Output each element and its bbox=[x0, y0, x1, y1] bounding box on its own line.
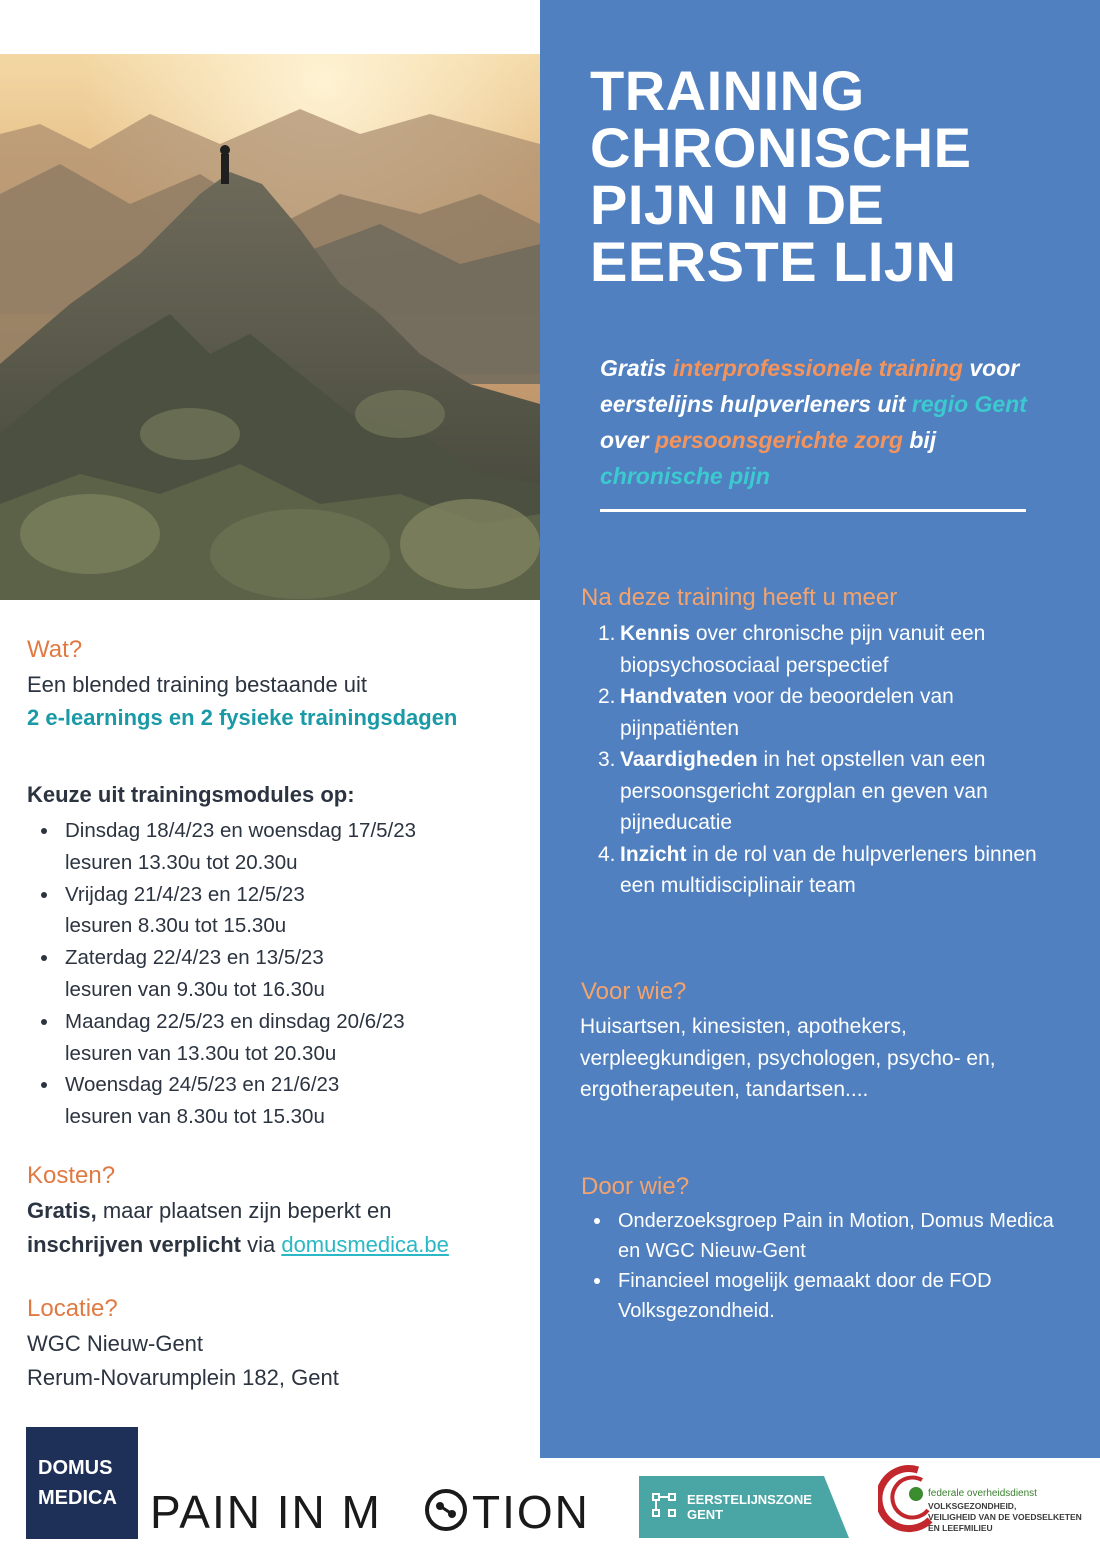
domusmedica-link[interactable]: domusmedica.be bbox=[281, 1232, 449, 1257]
bullet-icon bbox=[41, 1019, 47, 1025]
locatie-heading: Locatie? bbox=[27, 1295, 118, 1322]
list-item: Financieel mogelijk gemaakt door de FOD Volksgezondheid. bbox=[580, 1266, 1060, 1326]
list-item: Zaterdag 22/4/23 en 13/5/23 lesuren van 9.30u tot 16.30u bbox=[27, 942, 527, 1006]
svg-text:federale overheidsdienst: federale overheidsdienst bbox=[928, 1488, 1037, 1499]
svg-text:PAIN IN M: PAIN IN M bbox=[150, 1486, 382, 1538]
door-wie-list bbox=[580, 1206, 1060, 1326]
svg-text:TION: TION bbox=[472, 1486, 590, 1538]
list-item: Onderzoeksgroep Pain in Motion, Domus Medica en WGC Nieuw-Gent bbox=[580, 1206, 1060, 1266]
list-item: Woensdag 24/5/23 en 21/6/23 lesuren van 8.30u tot 15.30u bbox=[27, 1069, 527, 1133]
list-item: Dinsdag 18/4/23 en woensdag 17/5/23 lesuren 13.30u tot 20.30u bbox=[27, 815, 527, 879]
benefits-list bbox=[580, 618, 1060, 902]
list-item: Vrijdag 21/4/23 en 12/5/23 lesuren 8.30u tot 15.30u bbox=[27, 879, 527, 943]
bullet-icon bbox=[41, 828, 47, 834]
domus-medica-logo: DOMUS MEDICA bbox=[26, 1427, 138, 1539]
bullet-icon bbox=[594, 1278, 600, 1284]
bullet-icon bbox=[41, 1082, 47, 1088]
locatie-line2: Rerum-Novarumplein 182, Gent bbox=[27, 1365, 339, 1390]
svg-text:EERSTELIJNSZONE: EERSTELIJNSZONE bbox=[687, 1492, 812, 1507]
bullet-icon bbox=[594, 1218, 600, 1224]
svg-text:VOLKSGEZONDHEID,: VOLKSGEZONDHEID, bbox=[928, 1501, 1017, 1511]
locatie-line1: WGC Nieuw-Gent bbox=[27, 1331, 204, 1356]
door-wie-heading: Door wie? bbox=[581, 1173, 690, 1200]
intro-text: Gratis interprofessionele training voor eerstelijns hulpverleners uit regio Gent over persoonsgerichte zorg bij chronische pijn bbox=[600, 355, 1027, 489]
wat-line1: Een blended training bestaande uit bbox=[27, 672, 368, 697]
modules-heading: Keuze uit trainingsmodules op: bbox=[27, 782, 355, 807]
list-item: 3. Vaardigheden in het opstellen van een persoonsgericht zorgplan en geven van pijneducatie bbox=[598, 748, 988, 834]
list-item: Maandag 22/5/23 en dinsdag 20/6/23 lesuren van 13.30u tot 20.30u bbox=[27, 1006, 527, 1070]
kosten-line1: Gratis, maar plaatsen zijn beperkt en bbox=[27, 1198, 392, 1223]
benefits-heading: Na deze training heeft u meer bbox=[581, 584, 898, 611]
kosten-line2: inschrijven verplicht via domusmedica.be bbox=[27, 1232, 449, 1257]
voor-wie-text: Huisartsen, kinesisten, apothekers, verpleegkundigen, psychologen, psycho- en, ergotherapeuten, tandartsen.... bbox=[580, 1015, 996, 1101]
list-item: 2. Handvaten voor de beoordelen van pijnpatiënten bbox=[598, 685, 954, 740]
fod-volksgezondheid-logo bbox=[878, 1462, 1098, 1542]
page-title: TRAINING CHRONISCHE PIJN IN DE EERSTE LIJN bbox=[590, 59, 972, 293]
wat-heading: Wat? bbox=[27, 636, 83, 663]
pain-in-motion-logo bbox=[150, 1480, 625, 1540]
bullet-icon bbox=[41, 955, 47, 961]
list-item: 1. Kennis over chronische pijn vanuit een biopsychosociaal perspectief bbox=[598, 622, 986, 677]
bullet-icon bbox=[41, 892, 47, 898]
mountain-photo bbox=[0, 54, 540, 600]
wat-line2: 2 e-learnings en 2 fysieke trainingsdagen bbox=[27, 705, 458, 730]
eerstelijnszone-gent-logo bbox=[639, 1476, 849, 1538]
intro-divider bbox=[600, 509, 1026, 512]
list-item: 4. Inzicht in de rol van de hulpverleners binnen een multidisciplinair team bbox=[598, 842, 1037, 897]
voor-wie-heading: Voor wie? bbox=[581, 978, 687, 1005]
svg-text:GENT: GENT bbox=[687, 1507, 724, 1522]
svg-text:EN LEEFMILIEU: EN LEEFMILIEU bbox=[928, 1523, 993, 1533]
svg-text:VEILIGHEID VAN DE VOEDSELKETEN: VEILIGHEID VAN DE VOEDSELKETEN bbox=[928, 1512, 1082, 1522]
kosten-heading: Kosten? bbox=[27, 1162, 116, 1189]
modules-list bbox=[27, 815, 527, 1133]
